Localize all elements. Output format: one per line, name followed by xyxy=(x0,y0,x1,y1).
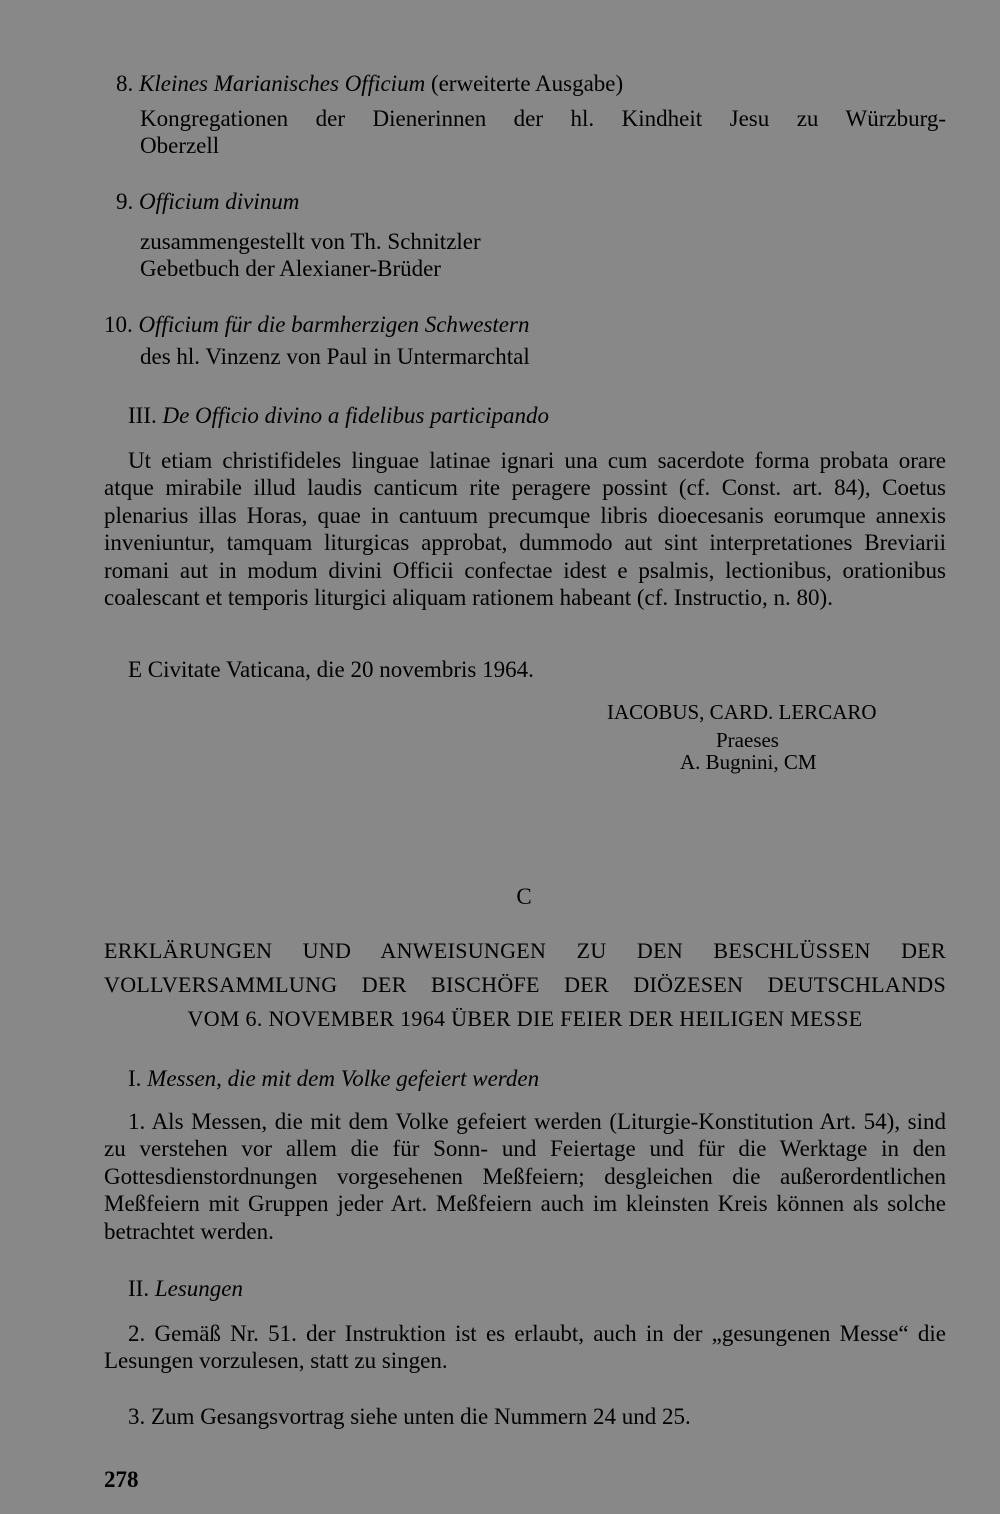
section-iii-paragraph: Ut etiam christifideles linguae latinae ignari una cum sacerdote forma probata orare atque mirabile illud laudis canticum rite peragere possint (cf. Const. art. 84), Coetus plenarius illas Horas, quae in cantuum precumque libris dioecesanis eorumque annexis inveniuntur, tamquam liturgicas approbat, dummodo aut sint interpretationes Breviarii romani aut in modum divini Officii confectae idest e psalmis, lectionibus, orationibus coalescant et temporis liturgici aliquam rationem habeant (cf. Instructio, n. 80). xyxy=(104,448,946,611)
item-9-line2: Gebetbuch der Alexianer-Brüder xyxy=(140,256,441,281)
section-iii-number: III. xyxy=(128,403,157,428)
item-9-line1: zusammengestellt von Th. Schnitzler xyxy=(140,229,481,254)
item-8-suffix: (erweiterte Ausgabe) xyxy=(425,71,624,96)
part-c-letter: C xyxy=(516,884,532,909)
signature-name: IACOBUS, CARD. LERCARO xyxy=(607,700,877,724)
section-ii-title: Lesungen xyxy=(154,1276,243,1301)
item-10-line1: des hl. Vinzenz von Paul in Untermarchtal xyxy=(140,344,530,369)
part-c-heading-line2: VOLLVERSAMMLUNG DER BISCHÖFE DER DIÖZESEN DEUTSCHLANDS xyxy=(104,972,946,997)
item-8-title: Kleines Marianisches Officium xyxy=(139,71,426,96)
paragraph-3: 3. Zum Gesangsvortrag siehe unten die Nummern 24 und 25. xyxy=(128,1404,691,1429)
page-number: 278 xyxy=(104,1467,139,1492)
item-10-title: Officium für die barmherzigen Schwestern xyxy=(138,312,530,337)
item-9-heading xyxy=(116,188,299,216)
date-line: E Civitate Vaticana, die 20 novembris 1964. xyxy=(128,657,534,682)
item-8-number: 8. xyxy=(116,71,134,96)
part-c-heading-line1: ERKLÄRUNGEN UND ANWEISUNGEN ZU DEN BESCHLÜSSEN DER xyxy=(104,938,946,963)
section-iii-heading xyxy=(128,402,549,430)
section-ii-number: II. xyxy=(128,1276,150,1301)
paragraph-1: 1. Als Messen, die mit dem Volke gefeiert werden (Liturgie-Konstitution Art. 54), sind zu verstehen vor allem die für Sonn- und Feiertage und für die Werktage in den Gottesdienstordnungen vorgesehenen Meßfeiern; desgleichen die außerordentlichen Meßfeiern mit Gruppen jeder Art. Meßfeiern auch im kleinsten Kreis können als solche betrachtet werden. xyxy=(104,1109,946,1244)
paragraph-2: 2. Gemäß Nr. 51. der Instruktion ist es erlaubt, auch in der „gesungenen Messe“ die Lesungen vorzulesen, statt zu singen. xyxy=(104,1321,946,1374)
signature-secretary: A. Bugnini, CM xyxy=(680,750,817,774)
section-ii-heading xyxy=(128,1275,243,1303)
item-8-line1: Kongregationen der Dienerinnen der hl. Kindheit Jesu zu Würzburg- xyxy=(140,106,946,131)
section-i-heading xyxy=(128,1065,539,1093)
part-c-heading xyxy=(104,934,946,1036)
section-i-title: Messen, die mit dem Volke gefeiert werden xyxy=(147,1066,540,1091)
section-i-number: I. xyxy=(128,1066,142,1091)
section-iii-title: De Officio divino a fidelibus participando xyxy=(162,403,549,428)
item-10-number: 10. xyxy=(104,312,133,337)
signature-role: Praeses xyxy=(716,728,779,752)
part-c-heading-line3: VOM 6. NOVEMBER 1964 ÜBER DIE FEIER DER HEILIGEN MESSE xyxy=(187,1006,863,1031)
item-10-heading xyxy=(104,311,529,339)
item-9-number: 9. xyxy=(116,189,134,214)
item-9-title: Officium divinum xyxy=(139,189,300,214)
item-8-heading xyxy=(116,70,623,98)
item-8-line2: Oberzell xyxy=(140,133,220,158)
